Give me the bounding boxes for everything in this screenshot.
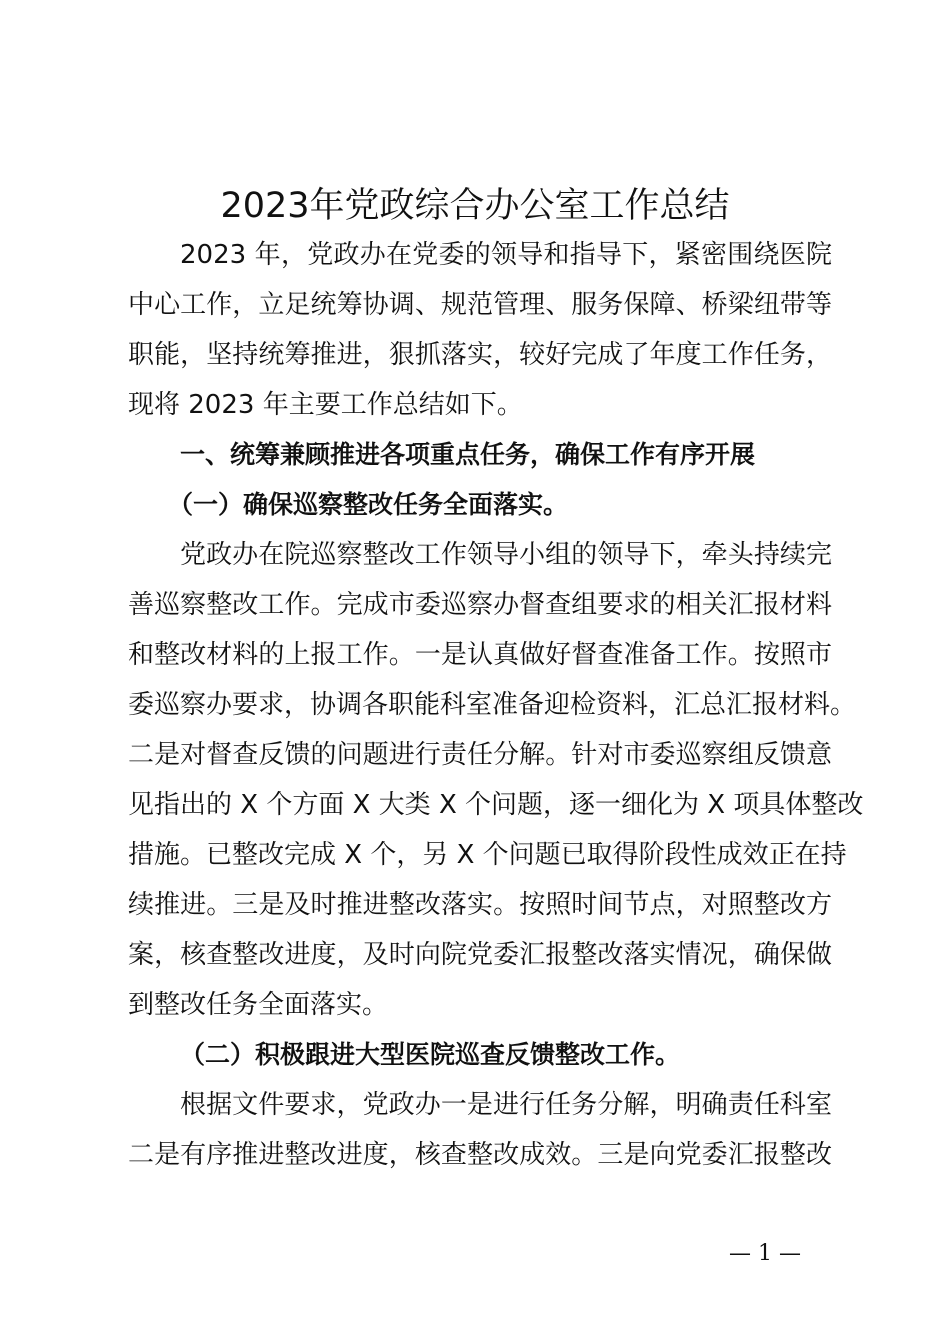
paragraph-line-6: 见指出的 X 个方面 X 大类 X 个问题，逐一细化为 X 项具体整改: [128, 790, 864, 820]
paragraph-line-7: 措施。已整改完成 X 个，另 X 个问题已取得阶段性成效正在持: [128, 840, 847, 870]
section-heading-1: 一、统筹兼顾推进各项重点任务，确保工作有序开展: [180, 440, 756, 469]
document-title: 2023年党政综合办公室工作总结: [220, 186, 730, 226]
paragraph-line-8: 续推进。三是及时推进整改落实。按照时间节点，对照整改方: [128, 890, 832, 920]
intro-line-2: 中心工作，立足统筹协调、规范管理、服务保障、桥梁纽带等: [128, 290, 832, 320]
intro-line-3: 职能，坚持统筹推进，狠抓落实，较好完成了年度工作任务，: [128, 340, 832, 370]
paragraph-line-10: 到整改任务全面落实。: [128, 990, 389, 1020]
paragraph-line-5: 二是对督查反馈的问题进行责任分解。针对市委巡察组反馈意: [128, 740, 832, 770]
subsection-heading-2: （二）积极跟进大型医院巡查反馈整改工作。: [180, 1040, 681, 1069]
paragraph-line-3: 和整改材料的上报工作。一是认真做好督查准备工作。按照市: [128, 640, 832, 670]
paragraph-line-2: 善巡察整改工作。完成市委巡察办督查组要求的相关汇报材料: [128, 590, 832, 620]
subsection-heading-1: （一）确保巡察整改任务全面落实。: [168, 490, 569, 519]
paragraph-line-1: 党政办在院巡察整改工作领导小组的领导下，牵头持续完: [180, 540, 832, 570]
paragraph-line-4: 委巡察办要求，协调各职能科室准备迎检资料，汇总汇报材料。: [128, 690, 857, 720]
paragraph2-line-2: 二是有序推进整改进度，核查整改成效。三是向党委汇报整改: [128, 1140, 832, 1170]
intro-line-1: 2023 年，党政办在党委的领导和指导下，紧密围绕医院: [180, 240, 832, 270]
paragraph-line-9: 案，核查整改进度，及时向院党委汇报整改落实情况，确保做: [128, 940, 832, 970]
intro-line-4: 现将 2023 年主要工作总结如下。: [128, 390, 523, 420]
paragraph2-line-1: 根据文件要求，党政办一是进行任务分解，明确责任科室: [180, 1090, 832, 1120]
page-number: — 1 —: [729, 1241, 801, 1266]
